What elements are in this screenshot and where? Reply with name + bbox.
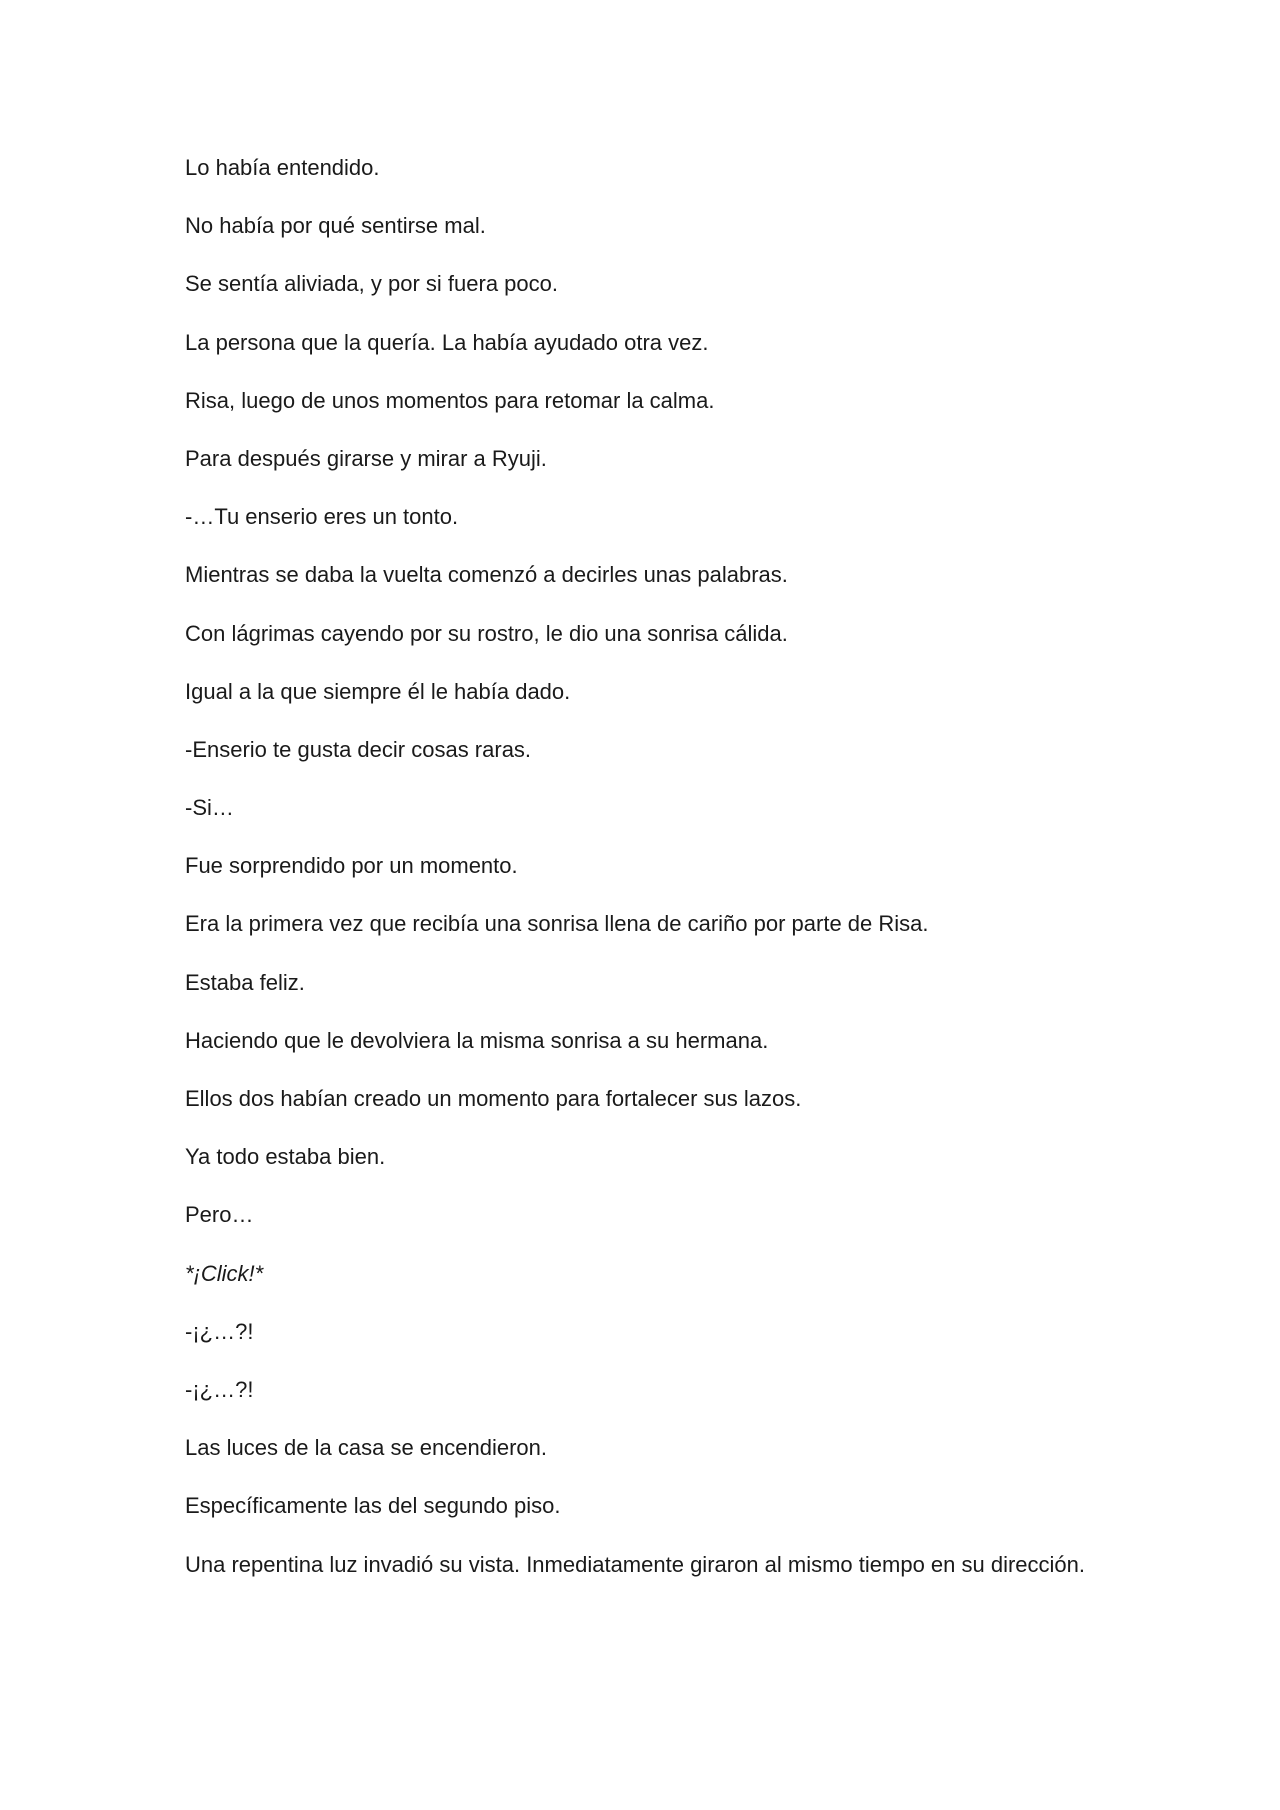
- dialogue-line: -Enserio te gusta decir cosas raras.: [185, 736, 532, 762]
- paragraph: La persona que la quería. La había ayudado otra vez.: [185, 329, 709, 355]
- paragraph: Ellos dos habían creado un momento para fortalecer sus lazos.: [185, 1086, 802, 1111]
- paragraph: Para después girarse y mirar a Ryuji.: [185, 445, 547, 471]
- paragraph: Lo había entendido.: [185, 155, 380, 180]
- dialogue-line: -¡¿…?!: [185, 1318, 254, 1344]
- paragraph: Igual a la que siempre él le había dado.: [185, 678, 571, 704]
- paragraph: Estaba feliz.: [185, 969, 305, 995]
- paragraph: Las luces de la casa se encendieron.: [185, 1435, 548, 1461]
- paragraph: Específicamente las del segundo piso.: [185, 1493, 561, 1519]
- paragraph: Se sentía aliviada, y por si fuera poco.: [185, 271, 558, 297]
- dialogue-line: -¡¿…?!: [185, 1376, 254, 1402]
- paragraph: Risa, luego de unos momentos para retomar la calma.: [185, 387, 715, 413]
- paragraph: Una repentina luz invadió su vista. Inmediatamente giraron al mismo tiempo en su dirección.: [185, 1551, 1086, 1577]
- sound-effect: *¡Click!*: [185, 1260, 264, 1286]
- paragraph: Ya todo estaba bien.: [185, 1144, 386, 1170]
- paragraph: Pero…: [185, 1202, 254, 1228]
- document-body: [185, 150, 1105, 1583]
- dialogue-line: -…Tu enserio eres un tonto.: [185, 504, 459, 530]
- paragraph: Haciendo que le devolviera la misma sonrisa a su hermana.: [185, 1027, 769, 1053]
- paragraph: Fue sorprendido por un momento.: [185, 853, 518, 879]
- paragraph: Con lágrimas cayendo por su rostro, le dio una sonrisa cálida.: [185, 620, 788, 646]
- dialogue-line: -Si…: [185, 795, 234, 821]
- paragraph: Mientras se daba la vuelta comenzó a decirles unas palabras.: [185, 562, 788, 588]
- paragraph: Era la primera vez que recibía una sonrisa llena de cariño por parte de Risa.: [185, 911, 929, 937]
- paragraph: No había por qué sentirse mal.: [185, 213, 486, 239]
